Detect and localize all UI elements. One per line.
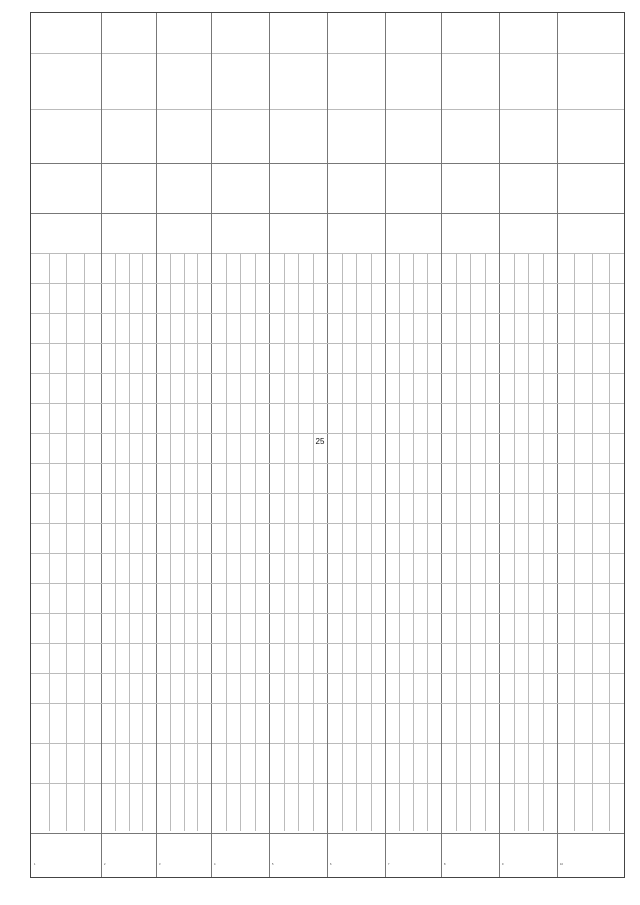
row-boundary xyxy=(156,13,157,877)
column-boundary xyxy=(31,553,624,554)
sub-column-line xyxy=(184,253,185,831)
column-boundary xyxy=(31,283,624,284)
column-boundary xyxy=(31,583,624,584)
row-marker: 8 xyxy=(444,863,446,866)
sub-column-line xyxy=(170,253,171,831)
sub-column-line xyxy=(313,253,314,831)
column-boundary xyxy=(31,673,624,674)
row-boundary xyxy=(499,13,500,877)
sub-column-line xyxy=(255,253,256,831)
row-boundary xyxy=(269,13,270,877)
sub-column-line xyxy=(197,253,198,831)
sub-column-line xyxy=(427,253,428,831)
row-marker: 4 xyxy=(214,863,216,866)
row-marker: 7 xyxy=(388,863,390,866)
sub-column-line xyxy=(84,253,85,831)
sub-column-line xyxy=(485,253,486,831)
row-boundary xyxy=(441,13,442,877)
sub-column-line xyxy=(413,253,414,831)
column-boundary xyxy=(31,703,624,704)
sub-column-line xyxy=(514,253,515,831)
column-boundary xyxy=(31,403,624,404)
sub-column-line xyxy=(356,253,357,831)
sub-column-line xyxy=(49,253,50,831)
row-boundary xyxy=(101,13,102,877)
row-boundary xyxy=(557,13,558,877)
sub-column-line xyxy=(528,253,529,831)
column-boundary xyxy=(31,433,624,434)
column-boundary xyxy=(31,493,624,494)
sub-column-line xyxy=(371,253,372,831)
page-number: 25 xyxy=(315,437,325,446)
row-marker: 10 xyxy=(560,863,563,866)
row-marker: 5 xyxy=(272,863,274,866)
row-marker: 9 xyxy=(502,863,504,866)
row-marker: 6 xyxy=(330,863,332,866)
row-boundary xyxy=(385,13,386,877)
sub-column-line xyxy=(470,253,471,831)
row-boundary xyxy=(211,13,212,877)
sub-column-line xyxy=(66,253,67,831)
column-boundary xyxy=(31,313,624,314)
rotated-table xyxy=(30,12,625,878)
sub-column-line xyxy=(574,253,575,831)
column-boundary xyxy=(31,643,624,644)
sub-column-line xyxy=(456,253,457,831)
sub-column-line xyxy=(142,253,143,831)
sub-column-line xyxy=(399,253,400,831)
sub-column-line xyxy=(240,253,241,831)
column-boundary xyxy=(31,343,624,344)
row-marker: 3 xyxy=(159,863,161,866)
sub-column-line xyxy=(226,253,227,831)
row-boundary xyxy=(327,13,328,877)
column-boundary xyxy=(31,523,624,524)
row-marker: 1 xyxy=(34,863,36,866)
column-boundary xyxy=(31,613,624,614)
sub-column-line xyxy=(129,253,130,831)
sub-column-line xyxy=(284,253,285,831)
sub-column-line xyxy=(609,253,610,831)
sub-column-line xyxy=(298,253,299,831)
sub-column-line xyxy=(543,253,544,831)
row-marker: 2 xyxy=(104,863,106,866)
column-boundary xyxy=(31,463,624,464)
column-boundary xyxy=(31,373,624,374)
sub-column-line xyxy=(115,253,116,831)
sub-column-line xyxy=(592,253,593,831)
sub-column-line xyxy=(342,253,343,831)
